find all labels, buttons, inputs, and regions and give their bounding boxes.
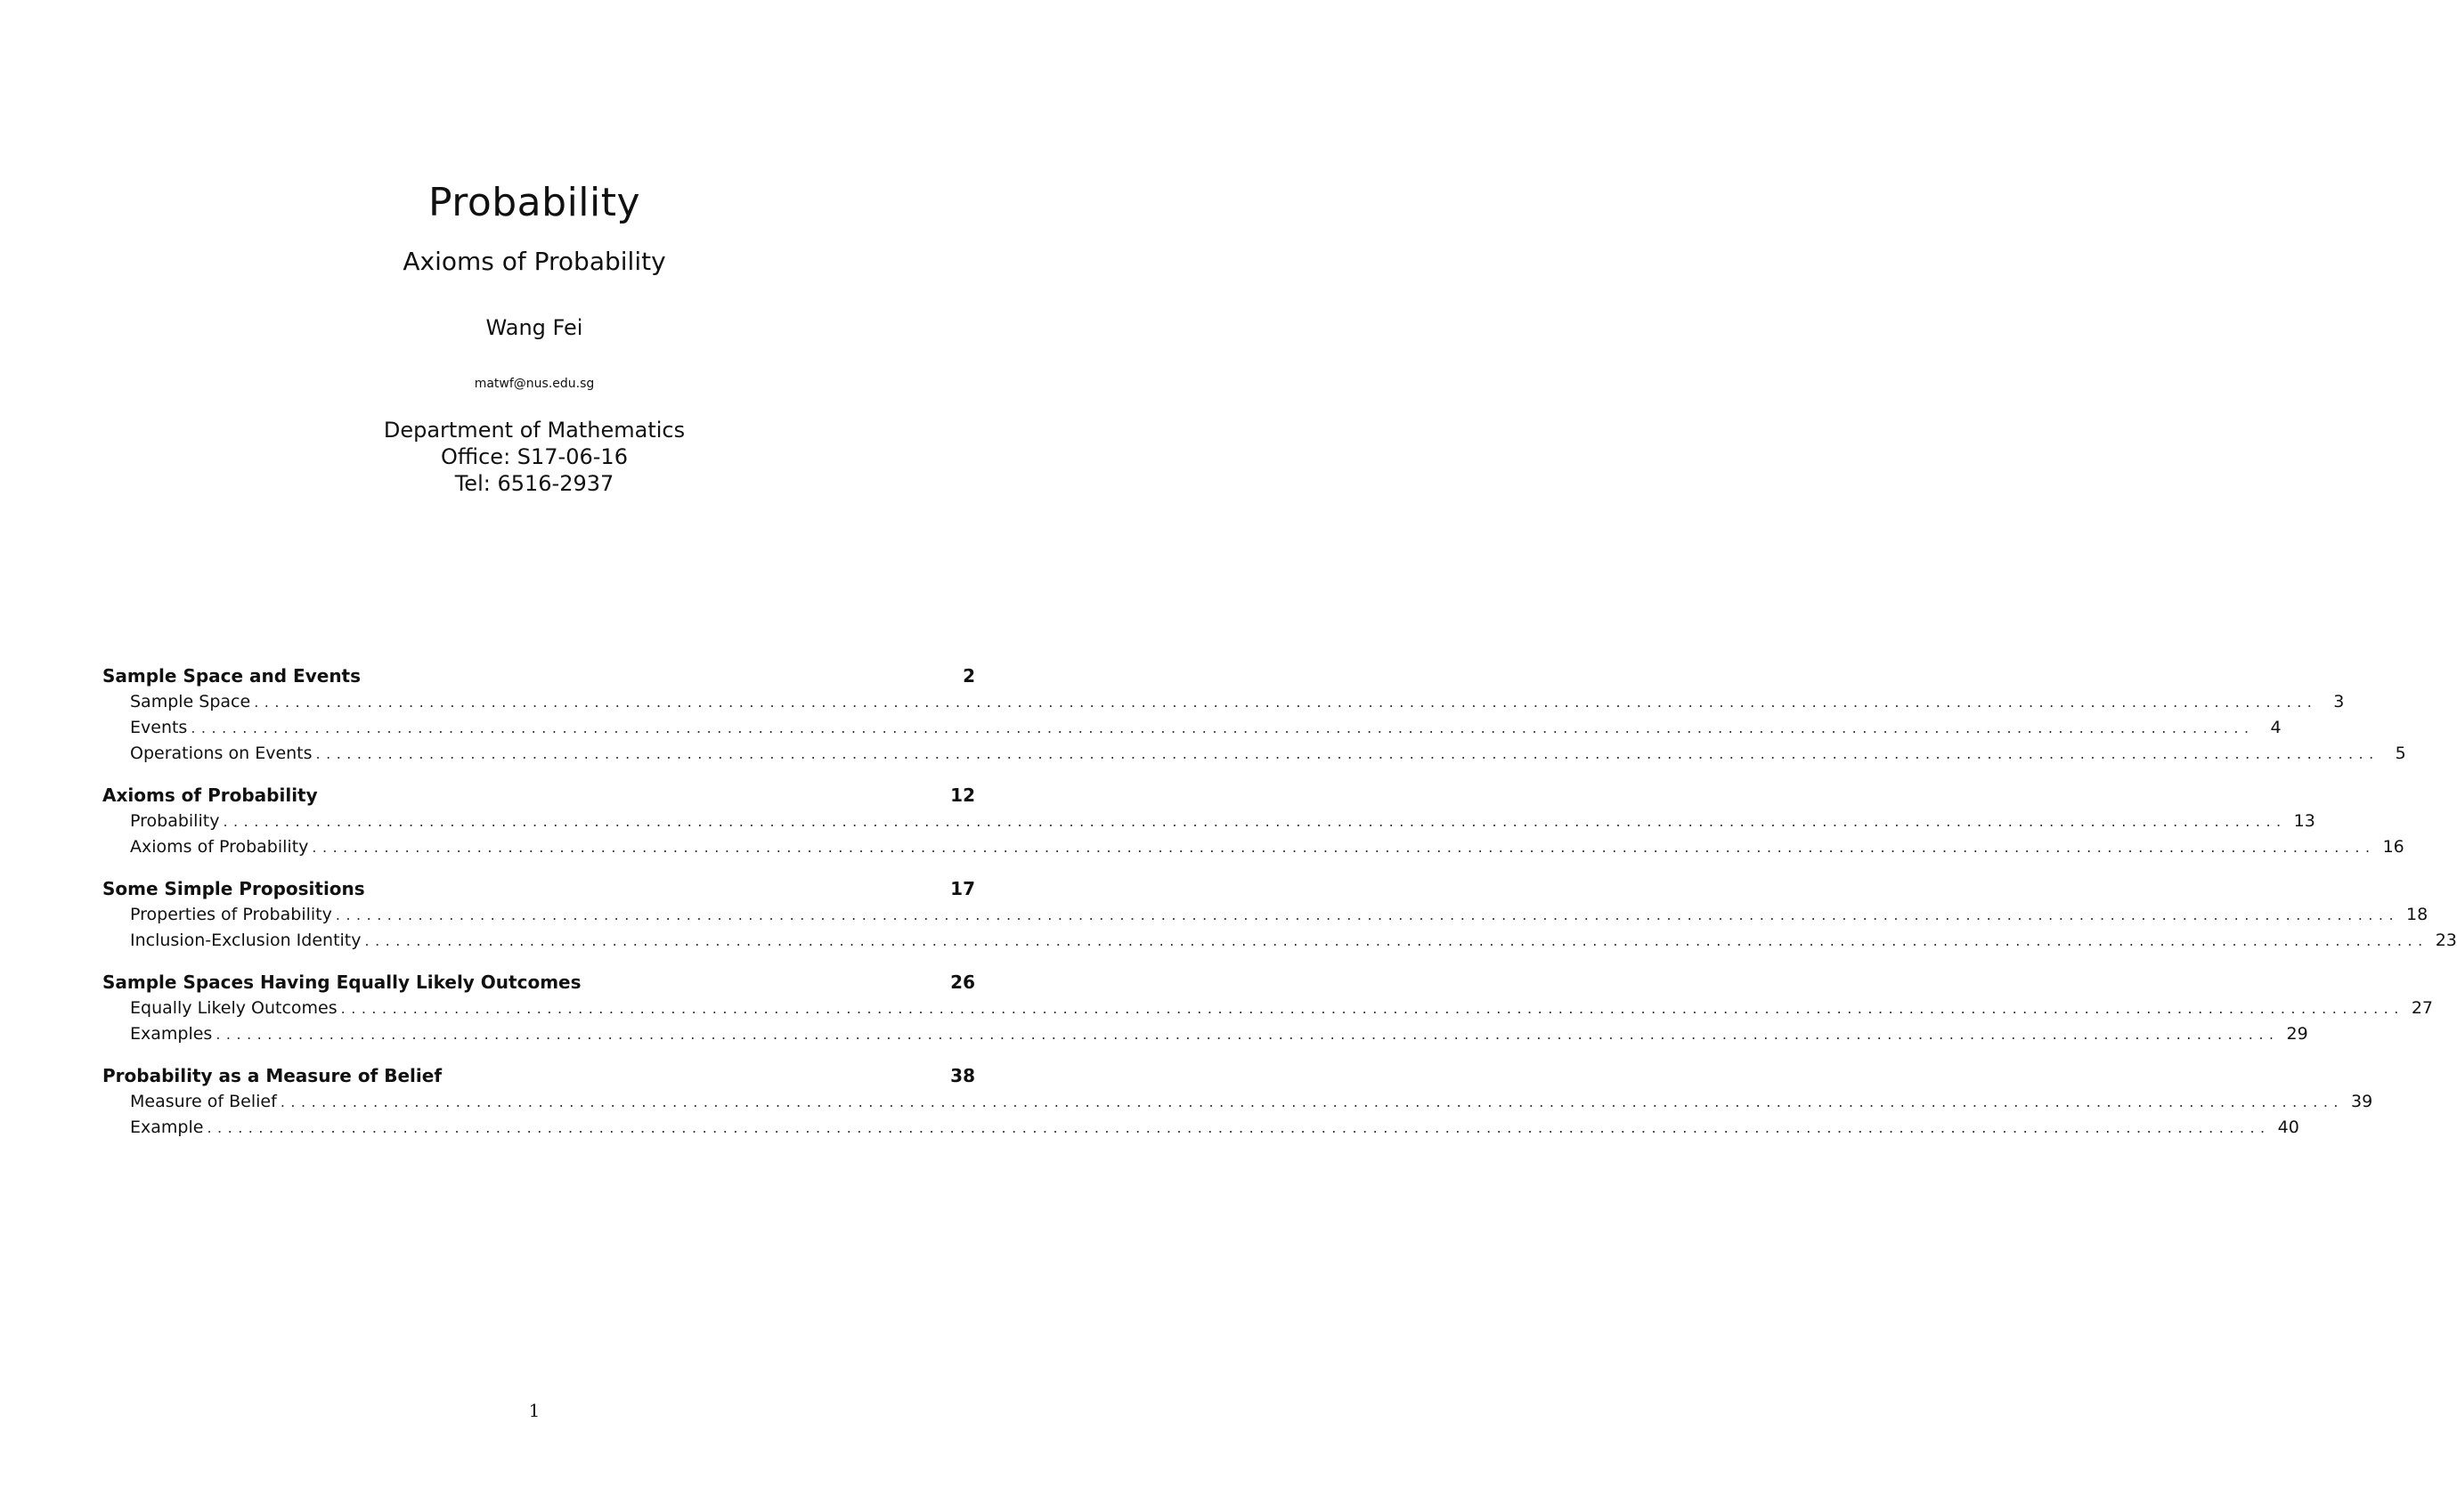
toc-entry-label: Inclusion-Exclusion Identity (130, 931, 362, 950)
toc-entry[interactable] (102, 1021, 2308, 1047)
toc-section-title: Sample Spaces Having Equally Likely Outcomes (102, 971, 582, 993)
page-number: 1 (528, 1400, 541, 1421)
dot-leader: ........................................................................................................................................................................................................ (223, 813, 2287, 830)
toc-section-heading[interactable] (102, 663, 975, 689)
toc-entry[interactable] (102, 928, 2457, 954)
toc-entry-page: 18 (2406, 905, 2429, 924)
toc-entry-label: Equally Likely Outcomes (130, 998, 338, 1018)
toc-entry-label: Operations on Events (130, 744, 313, 763)
toc-entry[interactable] (102, 902, 2429, 928)
toc-entry-label: Measure of Belief (130, 1092, 277, 1111)
toc-section-page: 17 (950, 878, 975, 899)
toc-entry-page: 16 (2382, 837, 2404, 857)
toc-section-heading[interactable] (102, 969, 975, 996)
toc-entry-page: 27 (2411, 998, 2434, 1018)
toc-section (102, 875, 2457, 954)
title-block (0, 178, 1069, 497)
toc-entry[interactable] (102, 741, 2406, 767)
document-title: Probability (427, 180, 641, 225)
dot-leader: ........................................................................................................................................................................................................ (280, 1093, 2344, 1110)
toc-section-heading[interactable] (102, 1062, 975, 1089)
toc-entry-page: 13 (2293, 811, 2315, 831)
toc-entry-page: 23 (2435, 931, 2457, 950)
toc-entry-label: Properties of Probability (130, 905, 332, 924)
table-of-contents (102, 663, 2457, 1156)
toc-section-title: Some Simple Propositions (102, 878, 365, 899)
toc-section-heading[interactable] (102, 875, 975, 902)
toc-entry[interactable] (102, 1089, 2373, 1115)
author-email: matwf@nus.edu.sg (474, 377, 595, 391)
dot-leader: ........................................................................................................................................................................................................ (315, 745, 2380, 762)
toc-entry-label: Axioms of Probability (130, 837, 309, 857)
toc-entry[interactable] (102, 1115, 2299, 1141)
toc-entry-label: Events (130, 718, 188, 737)
toc-entry-page: 29 (2286, 1024, 2308, 1044)
toc-entry-label: Example (130, 1118, 204, 1137)
toc-section (102, 782, 2404, 860)
toc-entry-page: 39 (2351, 1092, 2373, 1111)
toc-section (102, 1062, 2373, 1141)
toc-entry-label: Examples (130, 1024, 213, 1044)
toc-entry-label: Sample Space (130, 692, 251, 711)
toc-section (102, 663, 2406, 767)
toc-entry-page: 4 (2270, 718, 2282, 737)
toc-entry[interactable] (102, 809, 2315, 834)
dot-leader: ........................................................................................................................................................................................................ (340, 1000, 2404, 1017)
telephone: Tel: 6516-2937 (454, 471, 614, 496)
toc-entry[interactable] (102, 996, 2434, 1021)
dot-leader: ........................................................................................................................................................................................................ (254, 694, 2318, 711)
toc-section-page: 26 (950, 971, 975, 993)
department: Department of Mathematics (383, 418, 686, 443)
toc-section-heading[interactable] (102, 782, 975, 809)
dot-leader: ........................................................................................................................................................................................................ (364, 932, 2429, 949)
toc-section-page: 2 (963, 665, 975, 687)
toc-entry-page: 3 (2333, 692, 2345, 711)
toc-section-page: 38 (950, 1065, 975, 1086)
toc-entry-page: 40 (2277, 1118, 2299, 1137)
document-subtitle: Axioms of Probability (403, 247, 666, 276)
toc-entry[interactable] (102, 715, 2282, 741)
toc-entry[interactable] (102, 689, 2345, 715)
toc-entry-page: 5 (2395, 744, 2406, 763)
toc-section-title: Sample Space and Events (102, 665, 362, 687)
author-name: Wang Fei (485, 315, 583, 340)
office: Office: S17-06-16 (441, 444, 628, 469)
toc-section-title: Probability as a Measure of Belief (102, 1065, 443, 1086)
dot-leader: ........................................................................................................................................................................................................ (312, 839, 2376, 856)
dot-leader: ........................................................................................................................................................................................................ (335, 906, 2400, 923)
dot-leader: ........................................................................................................................................................................................................ (191, 719, 2255, 736)
toc-section-page: 12 (950, 784, 975, 806)
toc-entry-label: Probability (130, 811, 220, 831)
toc-section-title: Axioms of Probability (102, 784, 318, 806)
dot-leader: ........................................................................................................................................................................................................ (216, 1026, 2280, 1043)
toc-entry[interactable] (102, 834, 2404, 860)
dot-leader: ........................................................................................................................................................................................................ (207, 1119, 2271, 1136)
toc-section (102, 969, 2434, 1047)
